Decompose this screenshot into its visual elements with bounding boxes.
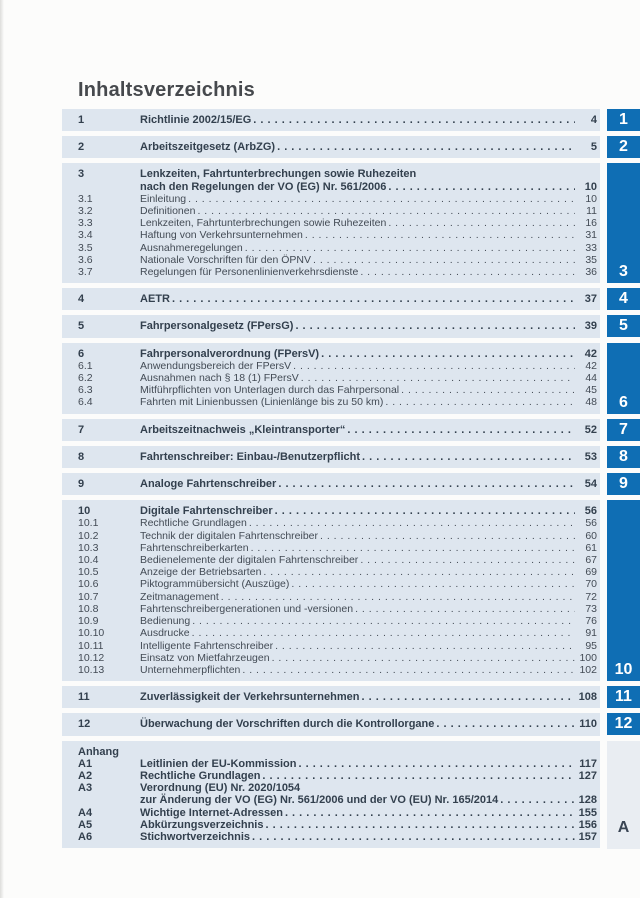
chapter-tab-label: 9	[619, 475, 628, 492]
toc-row	[62, 141, 600, 153]
toc-row-number: 10.1	[78, 517, 99, 530]
toc-row-dot-leader	[250, 831, 575, 843]
toc-row-page: 70	[585, 578, 597, 591]
toc-row	[62, 782, 600, 794]
toc-row-dot-leader	[270, 652, 575, 664]
toc-group	[62, 500, 600, 681]
chapter-tab-label: 11	[615, 688, 632, 705]
toc-row-number: 8	[78, 450, 85, 463]
toc-row	[62, 193, 600, 205]
toc-row-page: 95	[585, 639, 597, 652]
toc-row	[62, 205, 600, 217]
toc-row-dot-leader	[386, 217, 575, 229]
toc-row-number: 3.3	[78, 217, 93, 230]
chapter-tab-label: 7	[619, 421, 628, 438]
toc-group	[62, 686, 600, 708]
toc-row-title: Anzeige der Betriebsarten	[140, 566, 262, 579]
toc-row	[62, 807, 600, 819]
toc-row-number: 3.1	[78, 192, 93, 205]
toc-group	[62, 419, 600, 441]
toc-row-page: 127	[578, 769, 597, 782]
chapter-tab-label: 6	[619, 394, 628, 411]
chapter-tab-label: 4	[619, 290, 628, 307]
toc-row-number: A6	[78, 830, 93, 843]
toc	[62, 109, 600, 853]
toc-row-number: 10.7	[78, 590, 99, 603]
toc-group	[62, 446, 600, 468]
toc-row-dot-leader	[293, 320, 575, 332]
toc-row-title: Wichtige Internet-Adressen	[140, 806, 283, 819]
toc-row-page: 56	[585, 517, 597, 530]
toc-row-page: 53	[584, 450, 597, 463]
toc-row-page: 56	[584, 505, 597, 518]
toc-row-page: 60	[585, 529, 597, 542]
toc-row-title: Arbeitszeitnachweis „Kleintransporter“	[140, 423, 346, 436]
toc-row-dot-leader	[359, 691, 575, 703]
toc-row-dot-leader	[399, 384, 575, 396]
toc-row	[62, 794, 600, 806]
toc-row-dot-leader	[386, 181, 575, 193]
toc-row-title: Anwendungsbereich der FPersV	[140, 359, 292, 372]
toc-row-title: Regelungen für Personenlinienverkehrsdienste	[140, 266, 359, 279]
toc-row	[62, 505, 600, 517]
toc-row-dot-leader	[273, 505, 575, 517]
toc-row-title: Piktogrammübersicht (Auszüge)	[140, 578, 290, 591]
toc-row-number: 10.3	[78, 541, 99, 554]
toc-row-page: 39	[584, 320, 597, 333]
toc-row-title: Fahrtenschreibergenerationen und -versionen	[140, 602, 354, 615]
toc-row-dot-leader	[219, 591, 575, 603]
toc-row-title: Ausnahmen nach § 18 (1) FPersV	[140, 372, 299, 385]
toc-row-number: 3.5	[78, 241, 93, 254]
chapter-tab	[607, 343, 640, 414]
toc-row-number: 2	[78, 141, 85, 154]
toc-row	[62, 566, 600, 578]
toc-row-page: 10	[584, 180, 597, 193]
toc-row	[62, 254, 600, 266]
toc-row-title: Bedienelemente der digitalen Fahrtenschreiber	[140, 554, 359, 567]
toc-row-page: 10	[585, 192, 597, 205]
toc-row	[62, 360, 600, 372]
chapter-tab	[607, 288, 640, 310]
toc-row-dot-leader	[383, 396, 575, 408]
toc-row	[62, 591, 600, 603]
toc-row-page: 44	[585, 372, 597, 385]
toc-row	[62, 478, 600, 490]
chapter-tab	[607, 446, 640, 468]
toc-group	[62, 288, 600, 310]
toc-row-dot-leader	[358, 554, 575, 566]
toc-row	[62, 664, 600, 676]
toc-row-page: 157	[578, 830, 597, 843]
toc-row-page: 5	[590, 141, 597, 154]
toc-row-dot-leader	[190, 627, 575, 639]
chapter-tab	[607, 419, 640, 441]
toc-group	[62, 741, 600, 849]
toc-row-dot-leader	[311, 254, 575, 266]
toc-row-title: Nationale Vorschriften für den ÖPNV	[140, 253, 312, 266]
toc-row-number: 10.2	[78, 529, 99, 542]
toc-row	[62, 831, 600, 843]
toc-row-dot-leader	[283, 807, 575, 819]
toc-row-number: Anhang	[78, 745, 119, 758]
toc-row-page: 11	[586, 205, 597, 218]
toc-row-title: Fahrpersonalgesetz (FPersG)	[140, 320, 294, 333]
toc-row-number: 10.13	[78, 663, 105, 676]
toc-row-dot-leader	[190, 615, 575, 627]
toc-row-dot-leader	[318, 530, 575, 542]
toc-row-page: 73	[585, 602, 597, 615]
toc-row-number: 10.8	[78, 602, 99, 615]
toc-row-title: Unternehmerpflichten	[140, 663, 241, 676]
toc-group	[62, 315, 600, 337]
toc-row	[62, 242, 600, 254]
chapter-tab	[607, 473, 640, 495]
toc-row-number: 10.10	[78, 627, 105, 640]
toc-row-number: 5	[78, 320, 85, 333]
toc-row-dot-leader	[360, 451, 575, 463]
toc-row-title: Zuverlässigkeit der Verkehrsunternehmen	[140, 691, 360, 704]
toc-row-title: Leitlinien der EU-Kommission	[140, 757, 297, 770]
toc-row-title: Definitionen	[140, 205, 196, 218]
toc-row-dot-leader	[261, 566, 575, 578]
toc-group	[62, 473, 600, 495]
toc-row	[62, 819, 600, 831]
toc-row-dot-leader	[243, 242, 575, 254]
toc-row-number: 3.7	[78, 266, 93, 279]
toc-row-dot-leader	[289, 578, 575, 590]
chapter-tab	[607, 500, 640, 681]
toc-row-page: 156	[578, 818, 597, 831]
toc-row-number: 9	[78, 478, 85, 491]
toc-group	[62, 136, 600, 158]
toc-row	[62, 554, 600, 566]
toc-row	[62, 293, 600, 305]
chapter-tab-label: 10	[614, 661, 633, 678]
toc-row	[62, 652, 600, 664]
toc-row-page: 117	[579, 757, 597, 770]
toc-row-page: 42	[585, 359, 597, 372]
toc-row-number: 10	[78, 505, 91, 518]
toc-row-number: 10.9	[78, 615, 99, 628]
toc-row-dot-leader	[195, 205, 575, 217]
chapter-tab	[607, 136, 640, 158]
toc-row-dot-leader	[353, 603, 575, 615]
toc-row-page: 102	[579, 663, 597, 676]
toc-row-title: Verordnung (EU) Nr. 2020/1054	[140, 782, 301, 795]
toc-row	[62, 114, 600, 126]
toc-row-number: 6	[78, 347, 85, 360]
toc-row-dot-leader	[186, 193, 575, 205]
toc-row-number: 10.4	[78, 554, 99, 567]
toc-row-title: Fahrten mit Linienbussen (Linienlänge bis zu 50 km)	[140, 396, 384, 409]
toc-row-dot-leader	[291, 360, 575, 372]
toc-row-dot-leader	[296, 758, 575, 770]
toc-row-page: 45	[585, 384, 597, 397]
scan-edge-artifact	[0, 0, 4, 898]
chapter-tab	[607, 163, 640, 283]
chapter-tab-label: 8	[619, 448, 628, 465]
toc-row	[62, 451, 600, 463]
toc-row-page: 36	[585, 266, 597, 279]
toc-row-number: 3.4	[78, 229, 93, 242]
toc-row	[62, 372, 600, 384]
toc-row	[62, 640, 600, 652]
toc-row-title: Fahrtenschreiberkarten	[140, 541, 249, 554]
toc-row-title: Arbeitszeitgesetz (ArbZG)	[140, 141, 276, 154]
toc-row-dot-leader	[260, 770, 575, 782]
toc-row	[62, 615, 600, 627]
toc-row-title: Abkürzungsverzeichnis	[140, 818, 264, 831]
toc-row-page: 128	[578, 794, 597, 807]
toc-row	[62, 530, 600, 542]
toc-row-dot-leader	[240, 664, 575, 676]
toc-row	[62, 320, 600, 332]
toc-row-page: 54	[584, 478, 597, 491]
toc-row-page: 155	[578, 806, 597, 819]
toc-row-page: 42	[584, 347, 597, 360]
toc-row-title: Stichwortverzeichnis	[140, 830, 251, 843]
toc-row	[62, 542, 600, 554]
toc-row-page: 4	[590, 114, 597, 126]
chapter-tab-label: 3	[619, 263, 628, 280]
toc-row-number: 3	[78, 168, 85, 181]
toc-row-title: AETR	[140, 293, 170, 306]
toc-row	[62, 396, 600, 408]
toc-row-title: Einleitung	[140, 192, 187, 205]
toc-row-dot-leader	[275, 141, 575, 153]
toc-row	[62, 424, 600, 436]
toc-row	[62, 266, 600, 278]
toc-row-number: 10.6	[78, 578, 99, 591]
toc-row-dot-leader	[319, 348, 575, 360]
toc-row-title: zur Änderung der VO (EG) Nr. 561/2006 und der VO (EU) Nr. 165/2014	[140, 794, 499, 807]
toc-row-title: Lenkzeiten, Fahrtunterbrechungen sowie Ruhezeiten	[140, 168, 417, 181]
toc-row-page: 52	[584, 423, 597, 436]
toc-row-number: A3	[78, 782, 93, 795]
toc-row-title: Überwachung der Vorschriften durch die Kontrollorgane	[140, 718, 435, 731]
toc-row-page: 110	[579, 718, 597, 731]
toc-row	[62, 746, 600, 758]
toc-row-number: 12	[78, 718, 91, 731]
toc-row	[62, 770, 600, 782]
toc-row-title: Fahrpersonalverordnung (FPersV)	[140, 347, 320, 360]
toc-row-page: 48	[585, 396, 597, 409]
toc-row-title: Rechtliche Grundlagen	[140, 769, 261, 782]
toc-row-dot-leader	[170, 293, 575, 305]
toc-row	[62, 217, 600, 229]
toc-row-title: Richtlinie 2002/15/EG	[140, 114, 252, 126]
toc-row-dot-leader	[299, 372, 575, 384]
toc-row	[62, 603, 600, 615]
toc-row-title: Analoge Fahrtenschreiber	[140, 478, 277, 491]
toc-row-number: 10.11	[78, 639, 104, 652]
toc-row-title: Bedienung	[140, 615, 191, 628]
toc-row	[62, 578, 600, 590]
toc-row-page: 72	[585, 590, 597, 603]
page-title: Inhaltsverzeichnis	[78, 79, 255, 101]
toc-row	[62, 627, 600, 639]
toc-row-number: A1	[78, 757, 93, 770]
toc-row-number: 3.6	[78, 253, 93, 266]
toc-row	[62, 691, 600, 703]
toc-row-title: Intelligente Fahrtenschreiber	[140, 639, 274, 652]
toc-row-number: 10.12	[78, 651, 105, 664]
toc-row-dot-leader	[247, 517, 575, 529]
toc-row	[62, 718, 600, 730]
chapter-tab-label: 2	[619, 138, 628, 155]
toc-row	[62, 348, 600, 360]
chapter-tab	[607, 741, 640, 849]
toc-row-number: A5	[78, 818, 93, 831]
toc-row-dot-leader	[263, 819, 575, 831]
toc-row-title: Ausnahmeregelungen	[140, 241, 243, 254]
toc-row-page: 76	[585, 615, 597, 628]
toc-row-number: 3.2	[78, 205, 93, 218]
toc-row-number: 11	[78, 691, 90, 704]
chapter-tab-label: 5	[619, 317, 628, 334]
toc-row-title: Technik der digitalen Fahrtenschreiber	[140, 529, 319, 542]
chapter-tab-label: 12	[614, 715, 633, 732]
toc-row-title: Haftung von Verkehrsunternehmen	[140, 229, 303, 242]
toc-row-title: Rechtliche Grundlagen	[140, 517, 247, 530]
toc-row-dot-leader	[251, 114, 575, 126]
toc-row-page: 108	[578, 691, 597, 704]
toc-row-number: A4	[78, 806, 93, 819]
toc-row-number: 6.1	[78, 359, 93, 372]
toc-row-page: 16	[585, 217, 597, 230]
toc-row-dot-leader	[273, 640, 575, 652]
toc-row	[62, 229, 600, 241]
chapter-tab	[607, 315, 640, 337]
toc-row-page: 91	[585, 627, 597, 640]
toc-row-dot-leader	[303, 229, 575, 241]
toc-row-number: 10.5	[78, 566, 99, 579]
chapter-tab	[607, 686, 640, 708]
toc-row-page: 61	[585, 541, 597, 554]
toc-row	[62, 168, 600, 180]
toc-row-title: Fahrtenschreiber: Einbau-/Benutzerpflicht	[140, 450, 361, 463]
toc-row	[62, 181, 600, 193]
toc-row-dot-leader	[358, 266, 575, 278]
toc-row-title: Mitführpflichten von Unterlagen durch das Fahrpersonal	[140, 384, 400, 397]
toc-row-number: 1	[78, 114, 85, 126]
toc-row-number: 6.2	[78, 372, 93, 385]
toc-group	[62, 163, 600, 283]
toc-row-page: 67	[585, 554, 597, 567]
toc-row-page: 37	[584, 293, 597, 306]
toc-row	[62, 517, 600, 529]
toc-row-dot-leader	[434, 718, 575, 730]
toc-row-dot-leader	[249, 542, 575, 554]
chapter-tab	[607, 109, 640, 131]
chapter-tab-label: 1	[619, 111, 628, 128]
toc-row-number: A2	[78, 769, 93, 782]
chapter-tab-label: A	[617, 819, 630, 836]
toc-row-title: Einsatz von Mietfahrzeugen	[140, 651, 270, 664]
toc-row-dot-leader	[276, 478, 575, 490]
toc-row-number: 6.3	[78, 384, 93, 397]
toc-row-title: Digitale Fahrtenschreiber	[140, 505, 273, 518]
toc-row-title: Zeitmanagement	[140, 590, 219, 603]
toc-row-page: 33	[585, 241, 597, 254]
toc-group	[62, 343, 600, 414]
toc-row-page: 69	[585, 566, 597, 579]
toc-row-number: 6.4	[78, 396, 93, 409]
toc-row-dot-leader	[345, 424, 575, 436]
toc-row-number: 4	[78, 293, 85, 306]
toc-row-page: 35	[585, 253, 597, 266]
toc-group	[62, 109, 600, 131]
toc-row	[62, 758, 600, 770]
toc-row-title: nach den Regelungen der VO (EG) Nr. 561/2006	[140, 180, 387, 193]
toc-row-title: Ausdrucke	[140, 627, 190, 640]
toc-row	[62, 384, 600, 396]
toc-row-title: Lenkzeiten, Fahrtunterbrechungen sowie Ruhezeiten	[140, 217, 387, 230]
toc-group	[62, 713, 600, 735]
chapter-tab	[607, 713, 640, 735]
toc-row-dot-leader	[498, 794, 575, 806]
toc-row-number: 7	[78, 423, 85, 436]
toc-row-page: 100	[579, 651, 597, 664]
toc-row-page: 31	[585, 229, 597, 242]
